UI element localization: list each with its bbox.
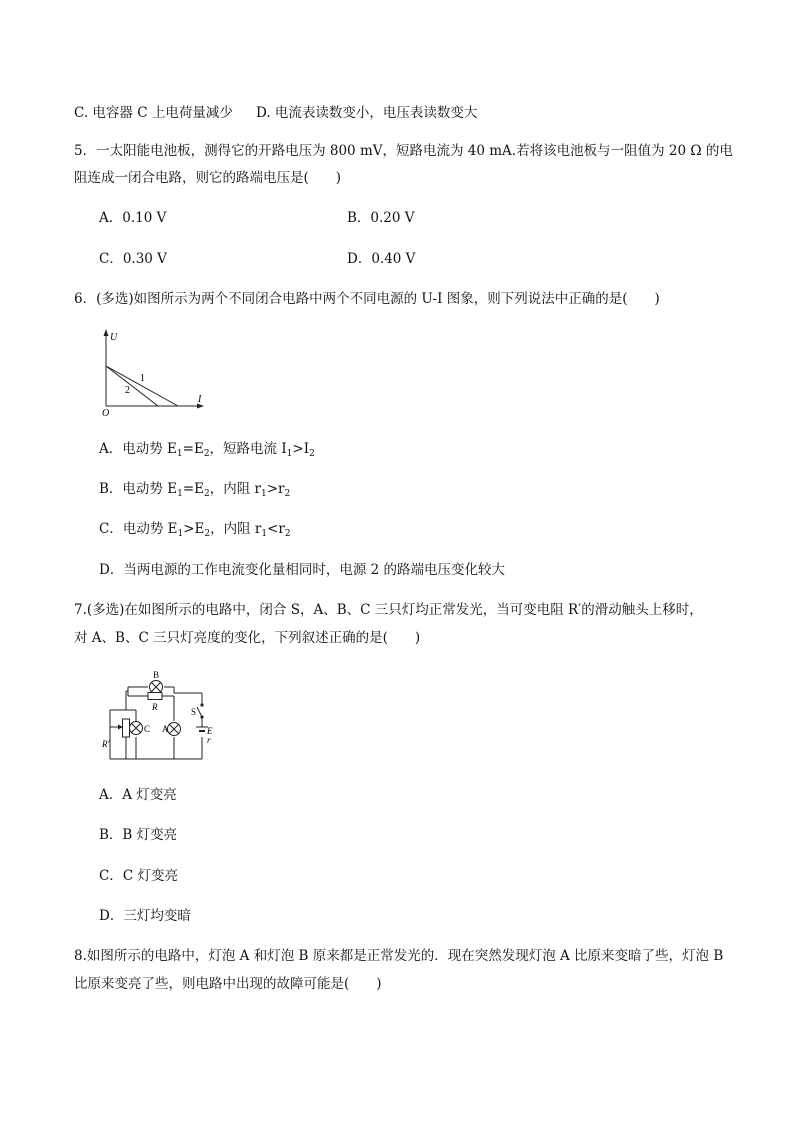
graph-line-2 bbox=[106, 366, 158, 406]
q6-option-d: D．当两电源的工作电流变化量相同时，电源 2 的路端电压变化较大 bbox=[99, 562, 505, 578]
q5-option-c: C．0.30 V bbox=[99, 251, 167, 267]
lamp-b-label: B bbox=[153, 670, 160, 680]
q5-option-b: B．0.20 V bbox=[347, 210, 415, 226]
q5-option-a: A．0.10 V bbox=[99, 210, 167, 226]
q8-stem-line1: 8.如图所示的电路中，灯泡 A 和灯泡 B 原来都是正常发光的．现在突然发现灯泡 A 比原来变暗了些，灯泡 B bbox=[74, 948, 724, 964]
line-1-label: 1 bbox=[140, 373, 145, 384]
lamp-c-label: C bbox=[144, 724, 151, 734]
q7-option-c: C．C 灯变亮 bbox=[99, 868, 178, 884]
internal-r-label: r bbox=[207, 735, 211, 745]
q8-stem-line2: 比原来变亮了些，则电路中出现的故障可能是( ) bbox=[74, 976, 382, 992]
q6-stem: 6．(多选)如图所示为两个不同闭合电路中两个不同电源的 U-I 图象，则下列说法中正确的是( ) bbox=[74, 291, 660, 307]
lamp-a-label: A bbox=[162, 724, 169, 734]
q5-option-d: D．0.40 V bbox=[347, 251, 416, 267]
x-axis-label: I bbox=[198, 394, 202, 405]
origin-label: O bbox=[102, 408, 110, 419]
q7-option-d: D．三灯均变暗 bbox=[99, 908, 191, 924]
switch-s-label: S bbox=[191, 707, 197, 717]
switch-s-icon bbox=[197, 703, 204, 718]
q6-option-c: C．电动势 $E_1>E_2$，内阻 $r_1<r_2$ bbox=[99, 521, 291, 539]
graph-line-1 bbox=[106, 366, 178, 406]
variable-resistor-label: R′ bbox=[102, 739, 110, 749]
q5-stem-line1: 5．一太阳能电池板，测得它的开路电压为 800 mV，短路电流为 40 mA.若将该电池板与一阻值为 20 Ω 的电 bbox=[74, 143, 733, 159]
resistor-r-icon bbox=[148, 693, 162, 700]
q7-stem-line2: 对 A、B、C 三只灯亮度的变化，下列叙述正确的是( ) bbox=[74, 630, 421, 646]
y-axis-arrow bbox=[104, 329, 109, 336]
q7-option-b: B．B 灯变亮 bbox=[99, 827, 178, 843]
emf-label: E bbox=[207, 726, 213, 736]
q6-option-a: A．电动势 $E_1=E_2$，短路电流 $I_1>I_2$ bbox=[99, 441, 315, 459]
y-axis-label: U bbox=[110, 332, 118, 343]
q7-option-a: A．A 灯变亮 bbox=[99, 787, 177, 803]
q4-option-d: D. 电流表读数变小，电压表读数变大 bbox=[256, 105, 478, 121]
circuit-diagram bbox=[96, 665, 220, 765]
line-2-label: 2 bbox=[125, 385, 130, 396]
lamp-c-icon bbox=[130, 722, 143, 735]
q4-option-c: C. 电容器 C 上电荷量减少 bbox=[74, 105, 233, 121]
lamp-a-icon bbox=[168, 723, 181, 736]
resistor-r-label: R bbox=[152, 702, 158, 712]
q6-option-b: B．电动势 $E_1=E_2$，内阻 $r_1>r_2$ bbox=[99, 481, 291, 499]
q5-stem-line2: 阻连成一闭合电路，则它的路端电压是( ) bbox=[74, 170, 342, 186]
ui-graph bbox=[96, 326, 216, 418]
lamp-b-icon bbox=[150, 681, 163, 694]
q7-stem-line1: 7.(多选)在如图所示的电路中，闭合 S，A、B、C 三只灯均正常发光，当可变电阻 R′的滑动触头上移时， bbox=[74, 602, 703, 618]
variable-resistor-icon bbox=[110, 719, 130, 737]
